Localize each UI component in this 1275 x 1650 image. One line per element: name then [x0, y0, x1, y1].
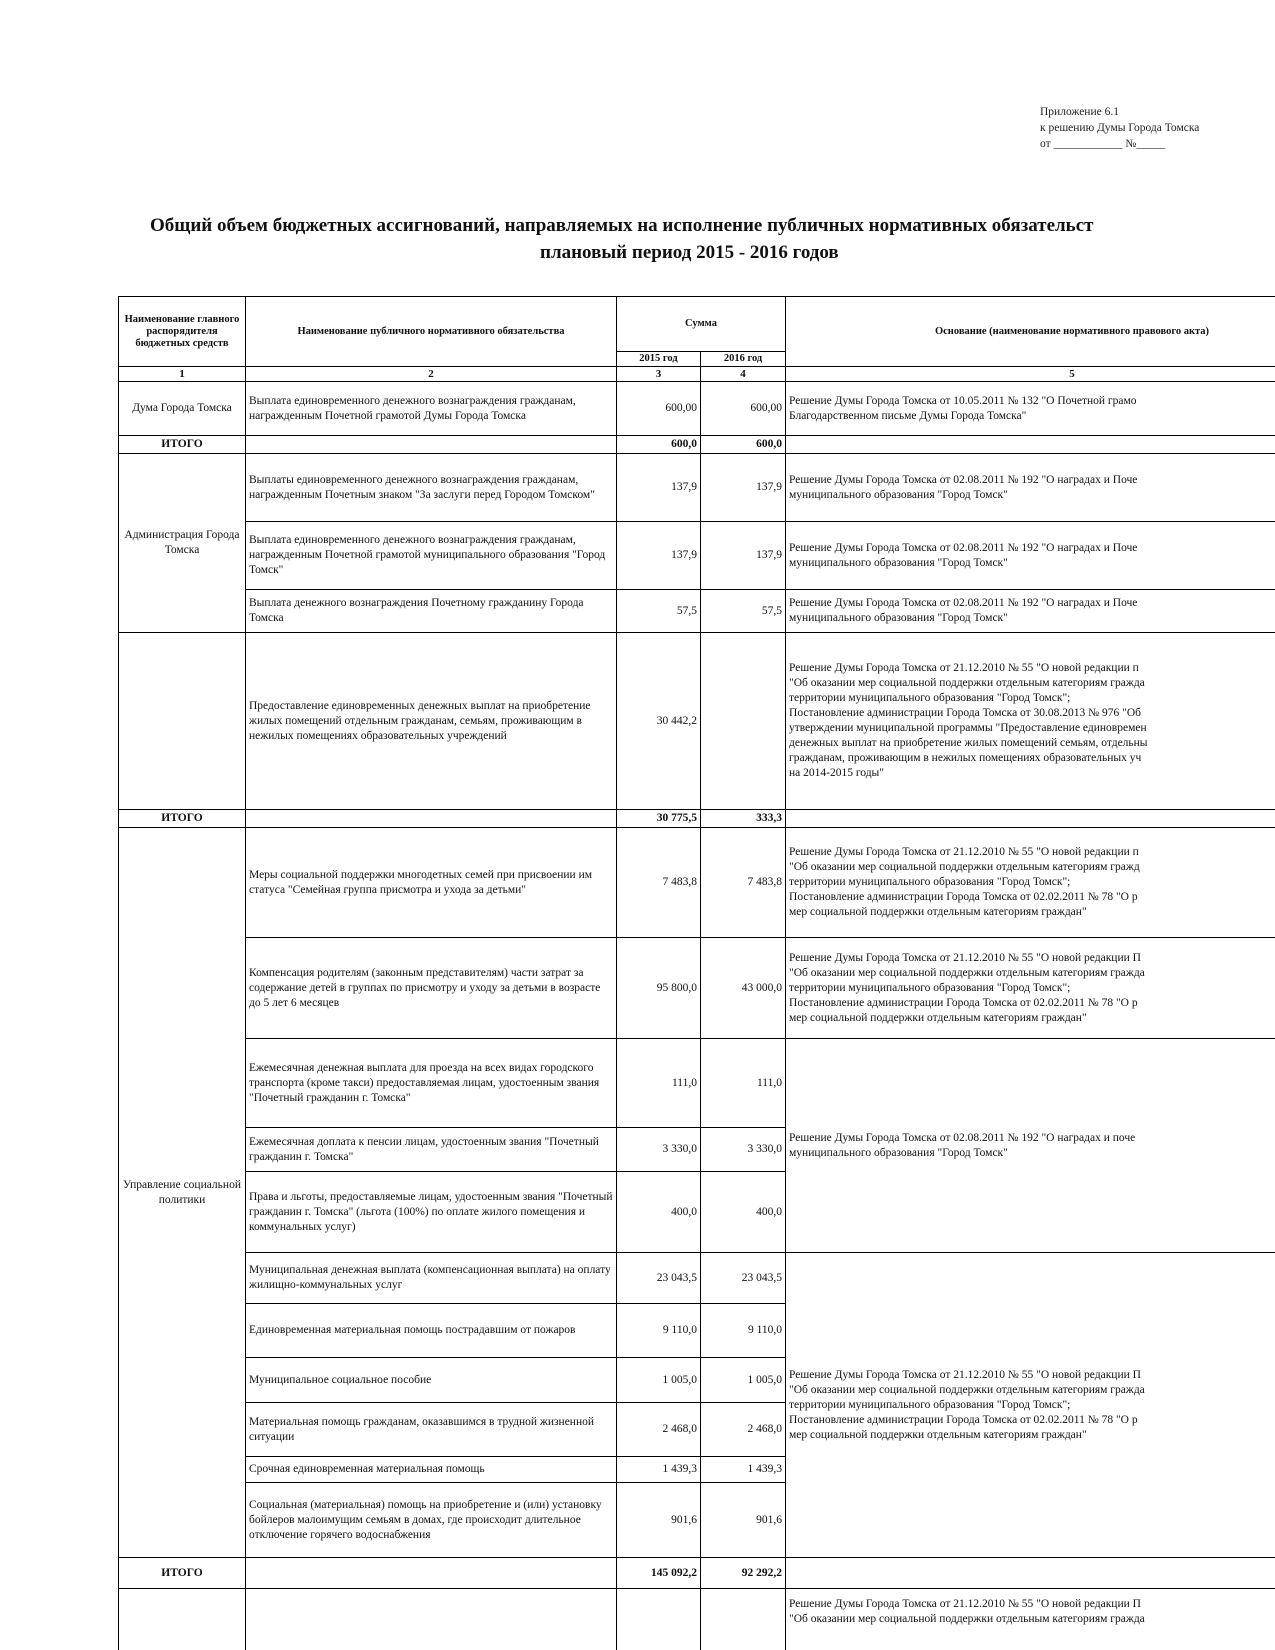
obligation-name: Муниципальное социальное пособие — [246, 1358, 617, 1403]
obligation-name: Предоставление единовременных денежных выплат на приобретение жилых помещений отдельным гражданам, семьям, проживающим в нежилых помещениях образовательных учреждений — [246, 633, 617, 810]
basis-text: Решение Думы Города Томска от 21.12.2010 № 55 "О новой редакции П "Об оказании мер социальной поддержки отдельным категориям гражда — [786, 1589, 1275, 1650]
total-2015: 145 092,2 — [617, 1558, 701, 1589]
total-2016: 92 292,2 — [701, 1558, 786, 1589]
obligation-name: Выплата единовременного денежного вознаграждения гражданам, награжденным Почетной грамотой муниципального образования "Город Томск" — [246, 522, 617, 590]
amount-2016: 9 110,0 — [701, 1304, 786, 1358]
amount-2015: 95 800,0 — [617, 938, 701, 1039]
table-row — [119, 1039, 1275, 1128]
total-empty — [246, 810, 617, 828]
org-empty — [119, 633, 246, 810]
header-row — [119, 297, 1275, 352]
basis-text: Решение Думы Города Томска от 02.08.2011 № 192 "О наградах и Поче муниципального образования "Город Томск" — [786, 590, 1275, 633]
total-2016: 333,3 — [701, 810, 786, 828]
amount-empty — [617, 1589, 701, 1650]
amount-2016: 2 468,0 — [701, 1403, 786, 1457]
colnum-1: 1 — [119, 367, 246, 382]
amount-2015: 901,6 — [617, 1483, 701, 1558]
header-org: Наименование главного распорядителя бюджетных средств — [119, 297, 246, 367]
appendix-line-3: от ____________ №_____ — [1040, 138, 1166, 150]
amount-2015: 111,0 — [617, 1039, 701, 1128]
amount-2016: 400,0 — [701, 1172, 786, 1253]
obligation-name: Социальная (материальная) помощь на приобретение и (или) установку бойлеров малоимущим семьям в домах, где происходит длительное отключение горячего водоснабжения — [246, 1483, 617, 1558]
obligation-name: Выплата денежного вознаграждения Почетному гражданину Города Томска — [246, 590, 617, 633]
total-row — [119, 1558, 1275, 1589]
total-2015: 30 775,5 — [617, 810, 701, 828]
colnum-5: 5 — [786, 367, 1275, 382]
amount-2015: 137,9 — [617, 522, 701, 590]
colnum-4: 4 — [701, 367, 786, 382]
obligation-name: Выплата единовременного денежного вознаграждения гражданам, награжденным Почетной грамотой Думы Города Томска — [246, 382, 617, 436]
header-2016: 2016 год — [701, 352, 786, 367]
column-number-row — [119, 367, 1275, 382]
amount-2015: 23 043,5 — [617, 1253, 701, 1304]
table-row — [119, 938, 1275, 1039]
basis-text: Решение Думы Города Томска от 21.12.2010 № 55 "О новой редакции П "Об оказании мер социальной поддержки отдельным категориям гражда территории муниципального образования "Город Томск"; Постановление администрации Города Томска от 02.02.2011 № 78 "О р мер социальной поддержки отдельным категориям граждан" — [786, 938, 1275, 1039]
obligation-name: Компенсация родителям (законным представителям) части затрат за содержание детей в группах по присмотру и уходу за детьми в возрасте до 5 лет 6 месяцев — [246, 938, 617, 1039]
appendix-note — [1040, 104, 1199, 152]
amount-2016: 1 439,3 — [701, 1457, 786, 1483]
table-row — [119, 382, 1275, 436]
total-2015: 600,0 — [617, 436, 701, 454]
org-empty — [119, 1589, 246, 1650]
table-row — [119, 1589, 1275, 1650]
header-2015: 2015 год — [617, 352, 701, 367]
header-obligation: Наименование публичного нормативного обязательства — [246, 297, 617, 367]
org-administration: Администрация Города Томска — [119, 454, 246, 633]
page-title — [150, 212, 1275, 266]
amount-2016: 111,0 — [701, 1039, 786, 1128]
total-basis-empty — [786, 810, 1275, 828]
total-2016: 600,0 — [701, 436, 786, 454]
obligation-name: Муниципальная денежная выплата (компенсационная выплата) на оплату жилищно-коммунальных услуг — [246, 1253, 617, 1304]
colnum-3: 3 — [617, 367, 701, 382]
total-empty — [246, 436, 617, 454]
table-row — [119, 522, 1275, 590]
total-label: ИТОГО — [119, 436, 246, 454]
appendix-line-2: к решению Думы Города Томска — [1040, 122, 1200, 134]
amount-2016: 1 005,0 — [701, 1358, 786, 1403]
total-label: ИТОГО — [119, 810, 246, 828]
obligation-name: Срочная единовременная материальная помощь — [246, 1457, 617, 1483]
header-basis: Основание (наименование нормативного правового акта) — [786, 297, 1275, 367]
obligation-name: Ежемесячная денежная выплата для проезда на всех видах городского транспорта (кроме такси) предоставляемая лицам, удостоенным звания "Почетный гражданин г. Томска" — [246, 1039, 617, 1128]
amount-2015: 137,9 — [617, 454, 701, 522]
amount-2015: 30 442,2 — [617, 633, 701, 810]
obligation-name: Материальная помощь гражданам, оказавшимся в трудной жизненной ситуации — [246, 1403, 617, 1457]
amount-2015: 3 330,0 — [617, 1128, 701, 1172]
basis-text: Решение Думы Города Томска от 21.12.2010 № 55 "О новой редакции П "Об оказании мер социальной поддержки отдельным категориям гражда территории муниципального образования "Город Томск"; Постановление администрации Города Томска от 02.02.2011 № 78 "О р мер социальной поддержки отдельным категориям граждан" — [786, 1253, 1275, 1558]
total-row — [119, 436, 1275, 454]
title-line-1: Общий объем бюджетных ассигнований, направляемых на исполнение публичных нормативных обязательст — [150, 215, 1094, 236]
amount-2016: 57,5 — [701, 590, 786, 633]
basis-text: Решение Думы Города Томска от 10.05.2011 № 132 "О Почетной грамо Благодарственном письме Думы Города Томска" — [786, 382, 1275, 436]
amount-2015: 2 468,0 — [617, 1403, 701, 1457]
amount-2016: 901,6 — [701, 1483, 786, 1558]
amount-2016: 600,00 — [701, 382, 786, 436]
total-basis-empty — [786, 436, 1275, 454]
header-sum: Сумма — [617, 297, 786, 352]
basis-text: Решение Думы Города Томска от 21.12.2010 № 55 "О новой редакции п "Об оказании мер социальной поддержки отдельным категориям гражд территории муниципального образования "Город Томск"; Постановление администрации Города Томска от 02.02.2011 № 78 "О р мер социальной поддержки отдельным категориям граждан" — [786, 828, 1275, 938]
amount-2015: 1 005,0 — [617, 1358, 701, 1403]
table-row — [119, 590, 1275, 633]
obligation-name: Выплаты единовременного денежного вознаграждения гражданам, награжденным Почетным знаком "За заслуги перед Городом Томском" — [246, 454, 617, 522]
obligation-name: Права и льготы, предоставляемые лицам, удостоенным звания "Почетный гражданин г. Томска" (льгота (100%) по оплате жилого помещения и коммунальных услуг) — [246, 1172, 617, 1253]
obligation-empty — [246, 1589, 617, 1650]
appendix-line-1: Приложение 6.1 — [1040, 106, 1119, 118]
amount-2016: 137,9 — [701, 454, 786, 522]
table-row — [119, 454, 1275, 522]
basis-text: Решение Думы Города Томска от 02.08.2011 № 192 "О наградах и поче муниципального образования "Город Томск" — [786, 1039, 1275, 1253]
amount-2016 — [701, 633, 786, 810]
basis-text: Решение Думы Города Томска от 02.08.2011 № 192 "О наградах и Поче муниципального образования "Город Томск" — [786, 522, 1275, 590]
obligations-table — [118, 296, 1275, 1650]
title-line-2: плановый период 2015 - 2016 годов — [540, 242, 839, 263]
obligation-name: Единовременная материальная помощь пострадавшим от пожаров — [246, 1304, 617, 1358]
org-social-policy: Управление социальной политики — [119, 828, 246, 1558]
amount-2016: 7 483,8 — [701, 828, 786, 938]
colnum-2: 2 — [246, 367, 617, 382]
table-row — [119, 633, 1275, 810]
amount-2015: 7 483,8 — [617, 828, 701, 938]
basis-text: Решение Думы Города Томска от 02.08.2011 № 192 "О наградах и Поче муниципального образования "Город Томск" — [786, 454, 1275, 522]
obligation-name: Ежемесячная доплата к пенсии лицам, удостоенным звания "Почетный гражданин г. Томска" — [246, 1128, 617, 1172]
amount-2016: 43 000,0 — [701, 938, 786, 1039]
table-row — [119, 828, 1275, 938]
amount-2015: 400,0 — [617, 1172, 701, 1253]
table-row — [119, 1253, 1275, 1304]
table-viewport — [118, 296, 1275, 1650]
amount-2015: 57,5 — [617, 590, 701, 633]
basis-text: Решение Думы Города Томска от 21.12.2010 № 55 "О новой редакции п "Об оказании мер социальной поддержки отдельным категориям гражда территории муниципального образования "Город Томск"; Постановление администрации Города Томска от 30.08.2013 № 976 "Об утверждении муниципальной программы "Предоставление единовремен денежных выплат на приобретение жилых помещений семьям, отдельны гражданам, проживающим в нежилых помещениях образовательных уч на 2014-2015 годы" — [786, 633, 1275, 810]
amount-2016: 3 330,0 — [701, 1128, 786, 1172]
amount-2016: 23 043,5 — [701, 1253, 786, 1304]
total-empty — [246, 1558, 617, 1589]
org-duma: Дума Города Томска — [119, 382, 246, 436]
amount-2016: 137,9 — [701, 522, 786, 590]
amount-2015: 600,00 — [617, 382, 701, 436]
total-row — [119, 810, 1275, 828]
total-label: ИТОГО — [119, 1558, 246, 1589]
total-basis-empty — [786, 1558, 1275, 1589]
obligation-name: Меры социальной поддержки многодетных семей при присвоении им статуса "Семейная группа присмотра и ухода за детьми" — [246, 828, 617, 938]
amount-2015: 1 439,3 — [617, 1457, 701, 1483]
amount-2015: 9 110,0 — [617, 1304, 701, 1358]
amount-empty — [701, 1589, 786, 1650]
